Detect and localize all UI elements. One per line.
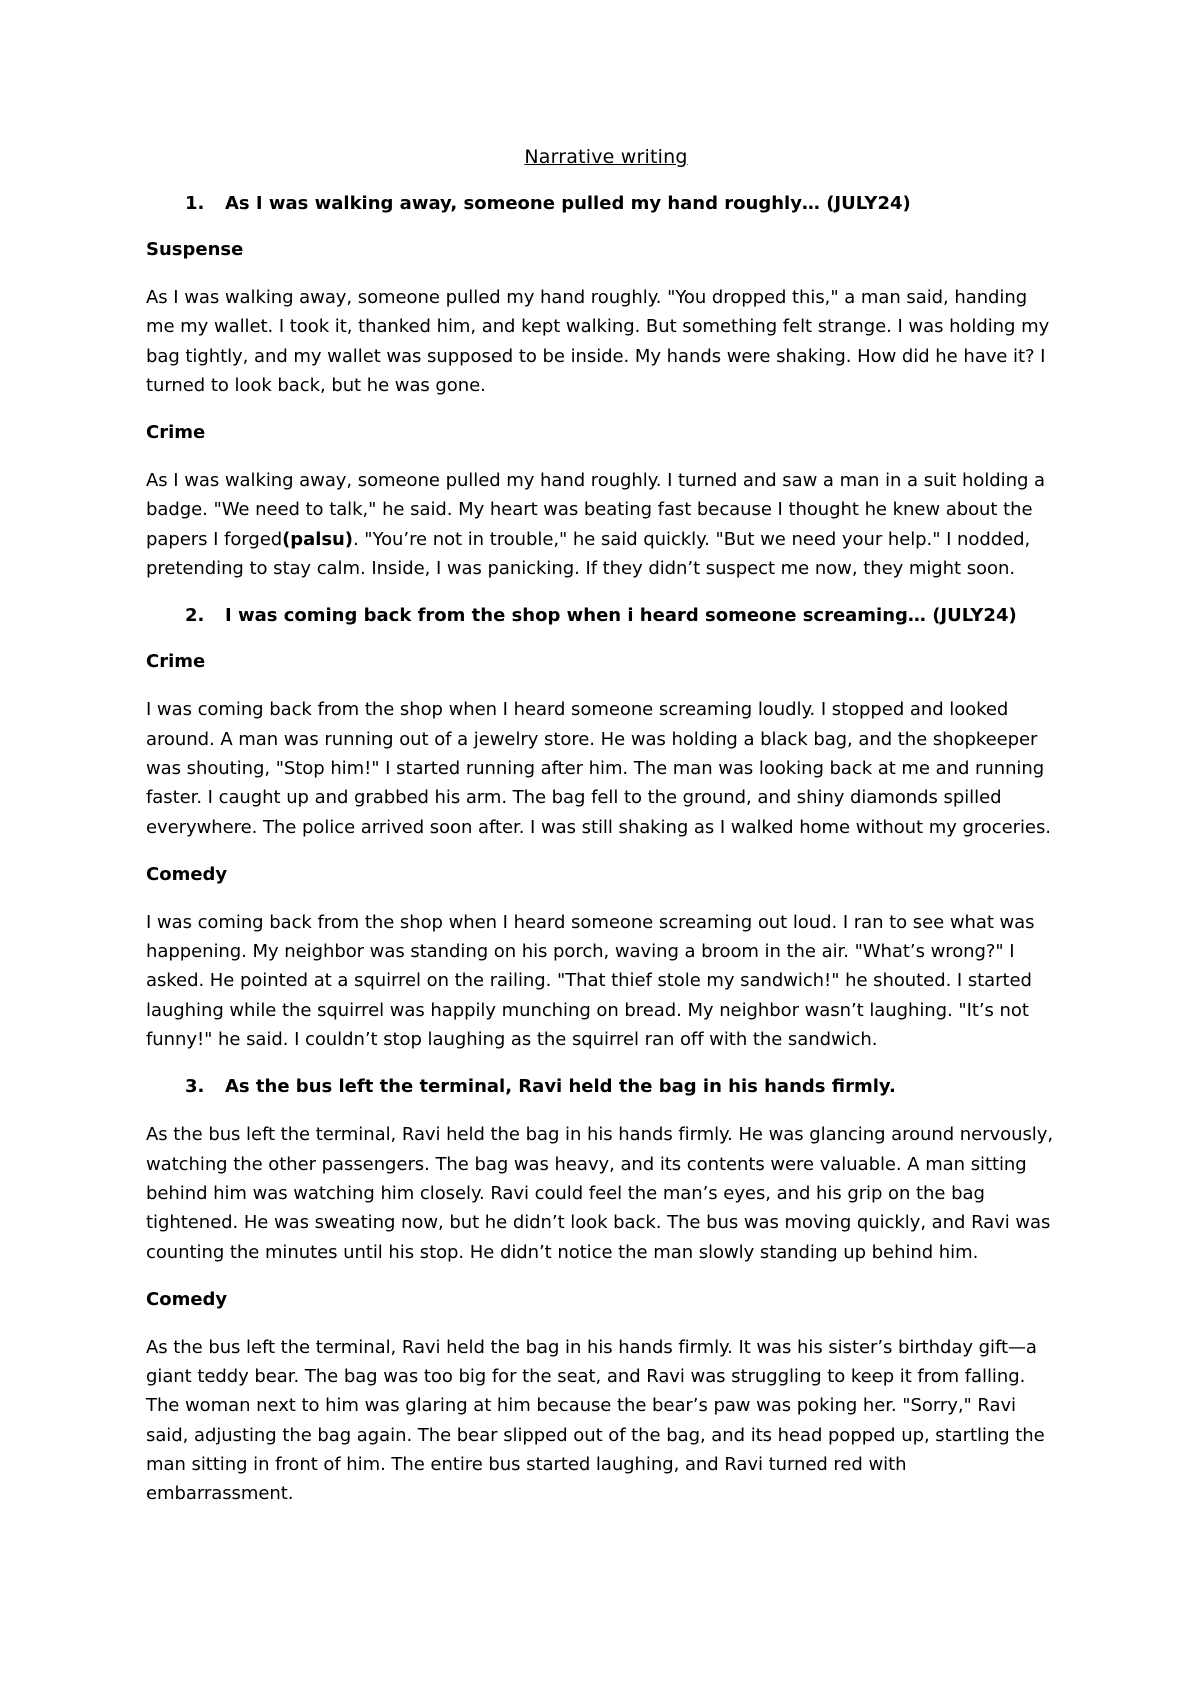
question-prompt: I was coming back from the shop when i heard someone screaming… (JULY24) bbox=[225, 605, 1017, 627]
paragraph-line: happening. My neighbor was standing on his porch, waving a broom in the air. "What’s wrong?" I bbox=[146, 941, 1015, 963]
paragraph-line: everywhere. The police arrived soon after. I was still shaking as I walked home without my groceries. bbox=[146, 816, 1051, 838]
section-label-comedy: Comedy bbox=[146, 1288, 228, 1310]
paragraph-line: As I was walking away, someone pulled my hand roughly. I turned and saw a man in a suit holding a bbox=[146, 470, 1046, 492]
paragraph-line: me my wallet. I took it, thanked him, and kept walking. But something felt strange. I was holding my bbox=[146, 316, 1050, 338]
story-paragraph bbox=[146, 283, 1066, 400]
question-3 bbox=[146, 1074, 1066, 1100]
story-paragraph bbox=[146, 466, 1066, 583]
question-prompt: As the bus left the terminal, Ravi held the bag in his hands firmly. bbox=[225, 1076, 896, 1098]
paragraph-line: funny!" he said. I couldn’t stop laughing as the squirrel ran off with the sandwich. bbox=[146, 1029, 878, 1051]
line-segment: . "You’re not in trouble," he said quickly. "But we need your help." I nodded, bbox=[352, 528, 1031, 550]
question-number: 3. bbox=[185, 1076, 205, 1098]
paragraph-line: As the bus left the terminal, Ravi held the bag in his hands firmly. He was glancing around nervously, bbox=[146, 1124, 1054, 1146]
paragraph-line bbox=[146, 525, 1066, 554]
paragraph-line: watching the other passengers. The bag was heavy, and its contents were valuable. A man sitting bbox=[146, 1153, 1027, 1175]
story-paragraph bbox=[146, 908, 1066, 1054]
paragraph-line: As the bus left the terminal, Ravi held the bag in his hands firmly. It was his sister’s birthday gift—a bbox=[146, 1336, 1037, 1358]
page-title: Narrative writing bbox=[524, 146, 688, 168]
paragraph-line: said, adjusting the bag again. The bear slipped out of the bag, and its head popped up, startling the bbox=[146, 1424, 1045, 1446]
section-label-crime: Crime bbox=[146, 651, 206, 673]
paragraph-line: bag tightly, and my wallet was supposed to be inside. My hands were shaking. How did he have it? I bbox=[146, 345, 1046, 367]
paragraph-line: behind him was watching him closely. Ravi could feel the man’s eyes, and his grip on the bag bbox=[146, 1182, 985, 1204]
paragraph-line: embarrassment. bbox=[146, 1483, 294, 1505]
question-prompt: As I was walking away, someone pulled my hand roughly… (JULY24) bbox=[225, 193, 911, 214]
line-segment: papers I forged bbox=[146, 528, 283, 550]
paragraph-line: turned to look back, but he was gone. bbox=[146, 374, 486, 396]
paragraph-line: pretending to stay calm. Inside, I was panicking. If they didn’t suspect me now, they might soon. bbox=[146, 558, 1015, 580]
paragraph-line: giant teddy bear. The bag was too big for the seat, and Ravi was struggling to keep it from falling. bbox=[146, 1366, 1026, 1388]
question-2 bbox=[146, 603, 1066, 629]
paragraph-line: around. A man was running out of a jewelry store. He was holding a black bag, and the shopkeeper bbox=[146, 728, 1038, 750]
question-1 bbox=[146, 191, 1066, 217]
section-label-comedy: Comedy bbox=[146, 863, 228, 885]
paragraph-line: I was coming back from the shop when I heard someone screaming loudly. I stopped and looked bbox=[146, 699, 1009, 721]
paragraph-line: was shouting, "Stop him!" I started running after him. The man was looking back at me and running bbox=[146, 757, 1045, 779]
bold-annotation: (palsu) bbox=[282, 528, 353, 550]
paragraph-line: man sitting in front of him. The entire bus started laughing, and Ravi turned red with bbox=[146, 1454, 907, 1476]
paragraph-line: faster. I caught up and grabbed his arm. The bag fell to the ground, and shiny diamonds spilled bbox=[146, 787, 1002, 809]
paragraph-line: I was coming back from the shop when I heard someone screaming out loud. I ran to see what was bbox=[146, 911, 1035, 933]
paragraph-line: laughing while the squirrel was happily munching on bread. My neighbor wasn’t laughing. "It’s not bbox=[146, 999, 1029, 1021]
paragraph-line: badge. "We need to talk," he said. My heart was beating fast because I thought he knew about the bbox=[146, 499, 1033, 521]
paragraph-line: As I was walking away, someone pulled my hand roughly. "You dropped this," a man said, handing bbox=[146, 287, 1028, 308]
section-label-crime: Crime bbox=[146, 422, 206, 444]
paragraph-line: The woman next to him was glaring at him because the bear’s paw was poking her. "Sorry," Ravi bbox=[146, 1395, 1017, 1417]
question-number: 2. bbox=[185, 605, 205, 627]
story-paragraph bbox=[146, 1120, 1066, 1266]
paragraph-line: tightened. He was sweating now, but he didn’t look back. The bus was moving quickly, and Ravi was bbox=[146, 1212, 1051, 1234]
section-label-suspense: Suspense bbox=[146, 239, 244, 260]
story-paragraph bbox=[146, 1333, 1066, 1509]
story-paragraph bbox=[146, 695, 1066, 841]
paragraph-line: asked. He pointed at a squirrel on the railing. "That thief stole my sandwich!" he shouted. I started bbox=[146, 970, 1032, 992]
paragraph-line: counting the minutes until his stop. He didn’t notice the man slowly standing up behind him. bbox=[146, 1241, 979, 1263]
question-number: 1. bbox=[185, 193, 205, 214]
document-page bbox=[146, 144, 1066, 1529]
